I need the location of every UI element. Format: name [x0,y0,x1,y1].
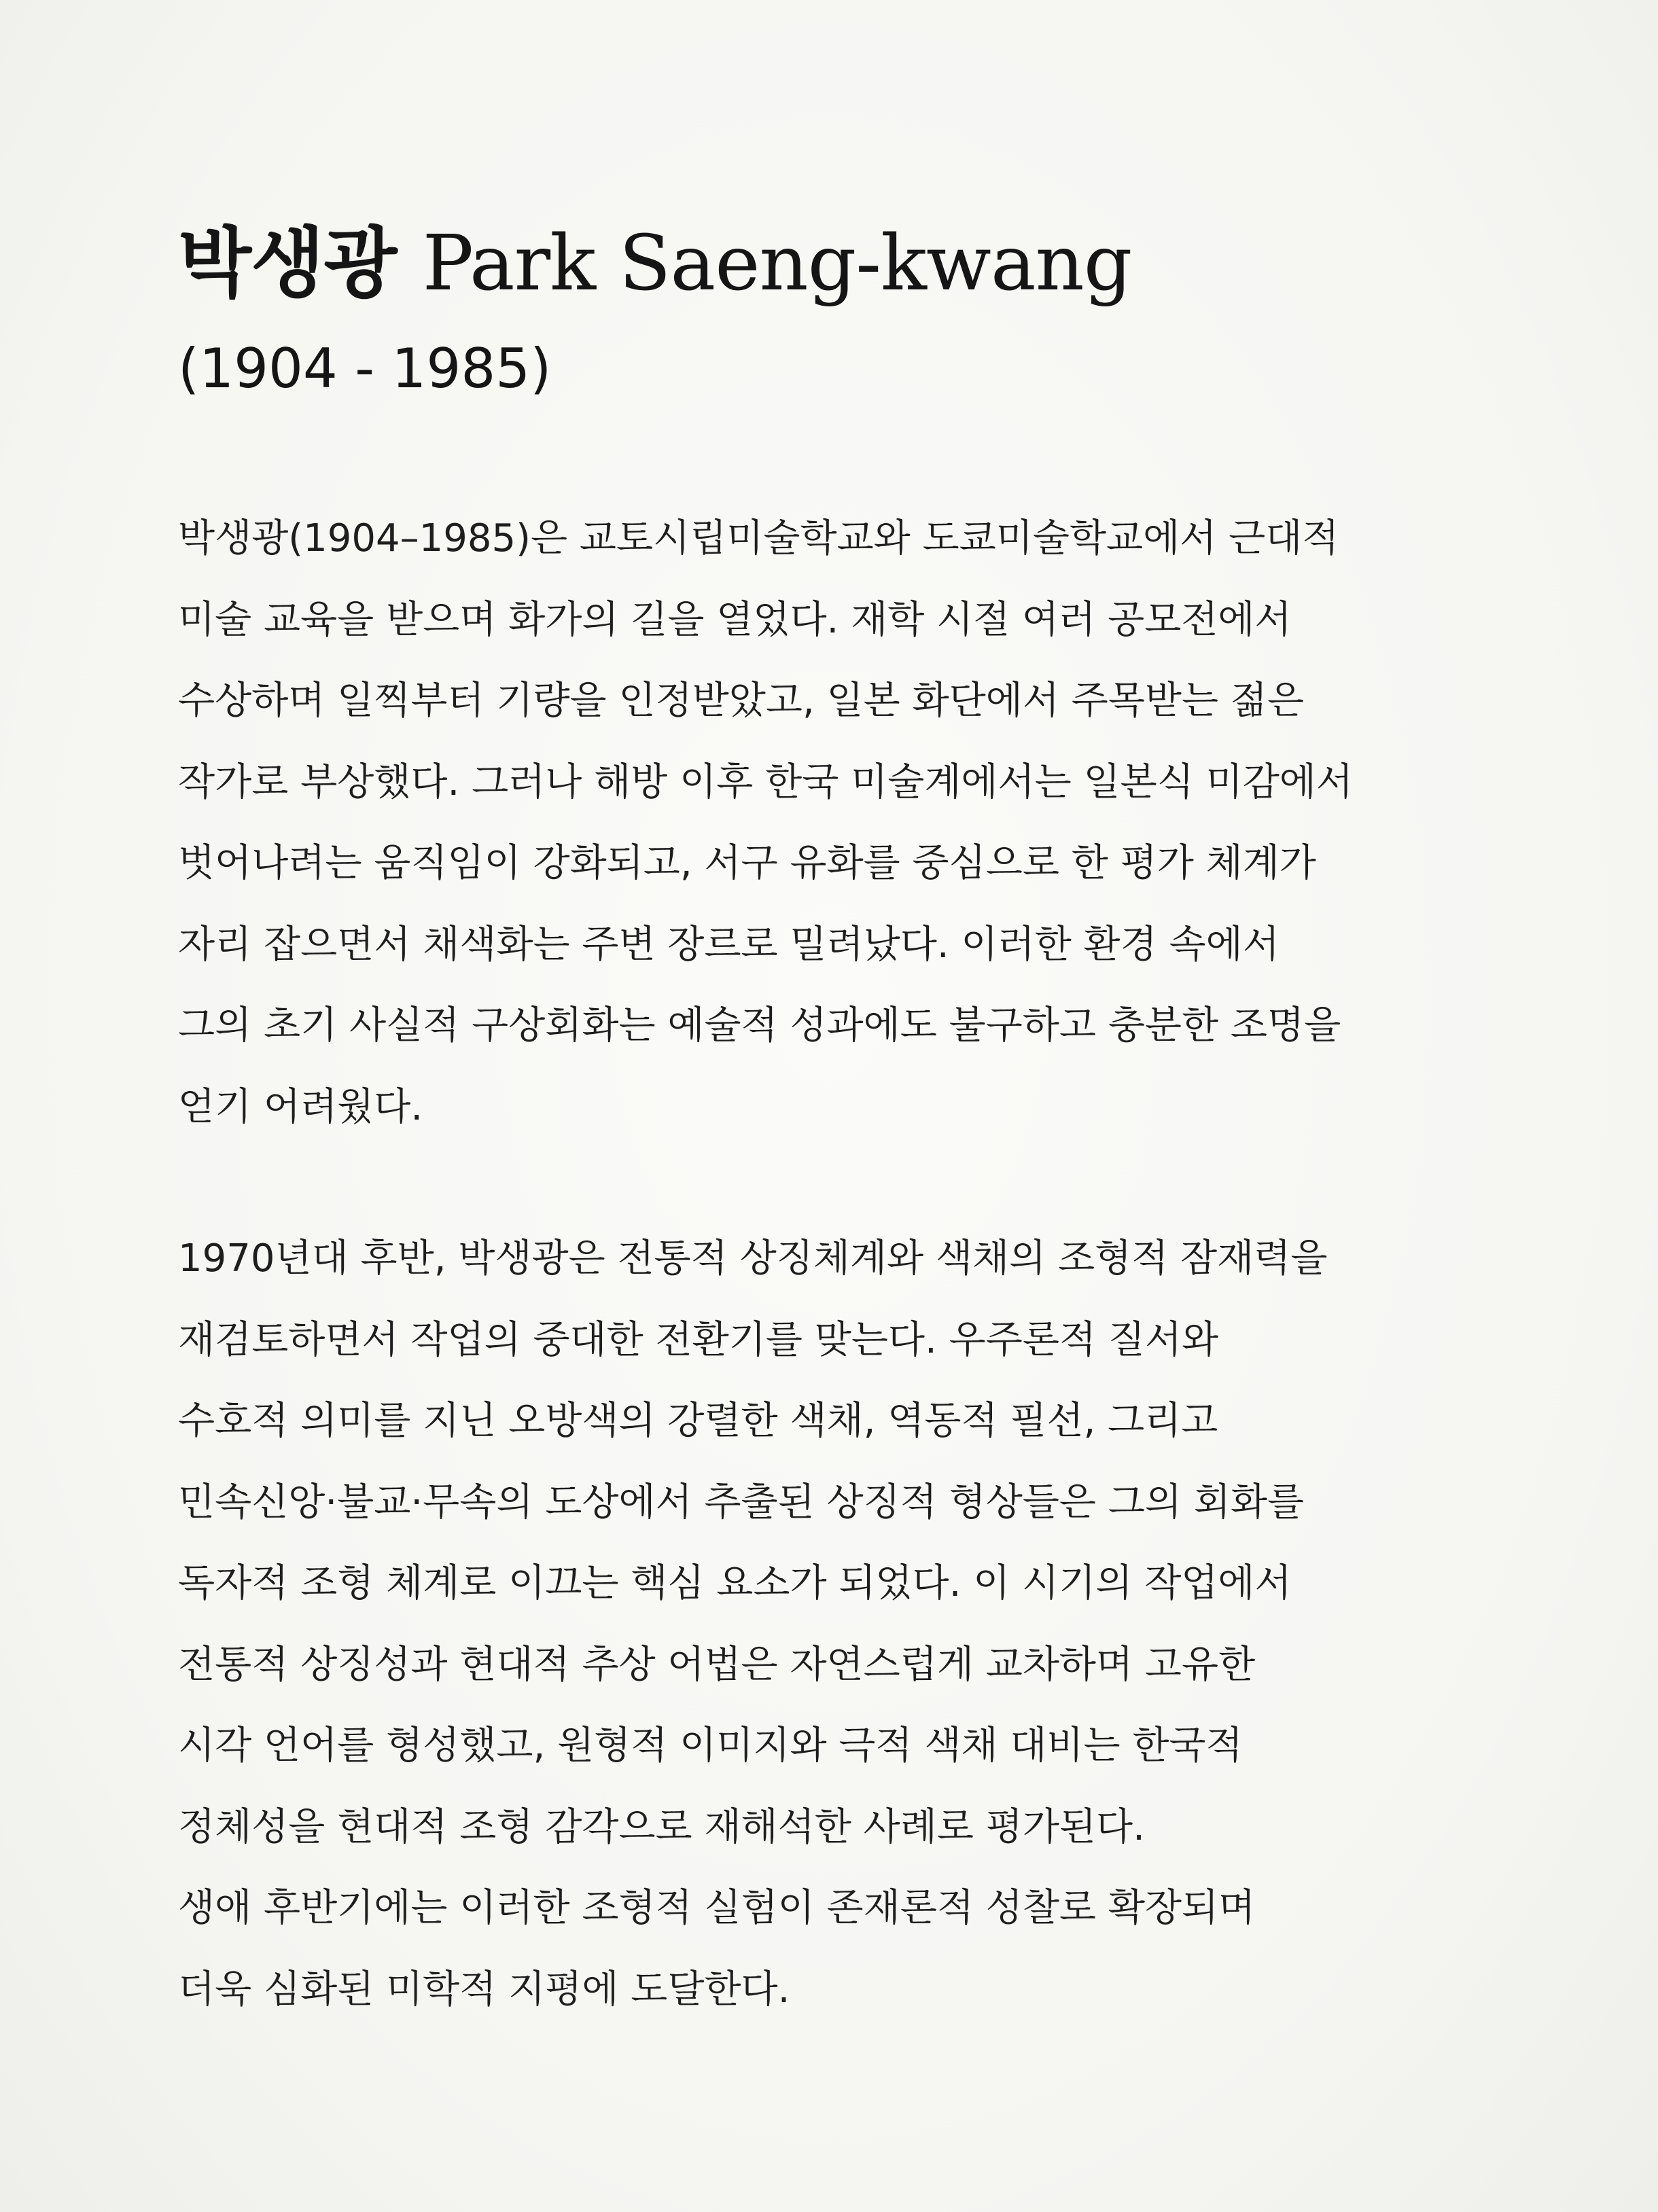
text-line: 정체성을 현대적 조형 감각으로 재해석한 사례로 평가된다. [178,1804,1145,1849]
text-line: 자리 잡으면서 채색화는 주변 장르로 밀려났다. 이러한 환경 속에서 [178,922,1280,967]
artist-name-english: Park Saeng-kwang [422,219,1132,308]
text-line: 작가로 부상했다. 그러나 해방 이후 한국 미술계에서는 일본식 미감에서 [178,760,1353,804]
biography-paragraph-2 [178,1218,1327,2030]
text-line: 그의 초기 사실적 구상회화는 예술적 성과에도 불구하고 충분한 조명을 [178,1003,1341,1048]
text-line: 미술 교육을 받으며 화가의 길을 열었다. 재학 시절 여러 공모전에서 [178,597,1292,642]
text-line: 벗어나려는 움직임이 강화되고, 서구 유화를 중심으로 한 평가 체계가 [178,841,1316,885]
text-line: 재검토하면서 작업의 중대한 전환기를 맞는다. 우주론적 질서와 [178,1317,1219,1362]
text-line: 시각 언어를 형성했고, 원형적 이미지와 극적 색채 대비는 한국적 [178,1724,1243,1768]
artist-name-title [178,216,1131,311]
biography-paragraph-1 [178,498,1353,1147]
text-line: 얻기 어려웠다. [178,1084,423,1129]
text-line: 생애 후반기에는 이러한 조형적 실험이 존재론적 성찰로 확장되며 [178,1886,1256,1930]
text-line: 1970년대 후반, 박생광은 전통적 상징체계와 색채의 조형적 잠재력을 [178,1236,1328,1281]
text-line: 민속신앙·불교·무속의 도상에서 추출된 상징적 형상들은 그의 회화를 [178,1480,1305,1524]
text-line: 독자적 조형 체계로 이끄는 핵심 요소가 되었다. 이 시기의 작업에서 [178,1561,1292,1605]
text-line: 수호적 의미를 지닌 오방색의 강렬한 색채, 역동적 필선, 그리고 [178,1399,1218,1443]
text-line: 더욱 심화된 미학적 지평에 도달한다. [178,1967,790,2012]
text-line: 전통적 상징성과 현대적 추상 어법은 자연스럽게 교차하며 고유한 [178,1642,1256,1687]
artist-name-korean: 박생광 [178,219,397,308]
artist-life-years: (1904 - 1985) [178,337,552,400]
text-line: 수상하며 일찍부터 기량을 인정받았고, 일본 화단에서 주목받는 젊은 [178,679,1305,723]
text-line: 박생광(1904–1985)은 교토시립미술학교와 도쿄미술학교에서 근대적 [178,516,1339,560]
